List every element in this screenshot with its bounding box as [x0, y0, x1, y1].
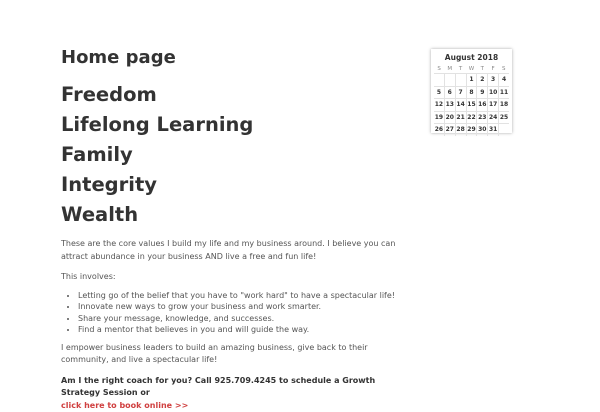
weekday-header: T: [455, 64, 466, 74]
calendar-day: 20: [444, 111, 455, 124]
calendar-day: 23: [477, 111, 488, 124]
empower-paragraph: I empower business leaders to build an amazing business, give back to their community, and live a spectacular life!: [61, 342, 411, 367]
call-to-action: [61, 375, 411, 412]
calendar-day: 29: [466, 124, 477, 136]
calendar-day: 14: [455, 99, 466, 112]
calendar-grid: [434, 64, 509, 136]
list-item: • Letting go of the belief that you have to "work hard" to have a spectacular life!: [78, 290, 411, 302]
calendar-day: 2: [477, 74, 488, 87]
book-online-link[interactable]: click here to book online >>: [61, 400, 411, 412]
page-title: Home page: [61, 46, 411, 70]
main-content: [61, 46, 411, 412]
calendar-day: 16: [477, 99, 488, 112]
calendar-week: [434, 124, 509, 136]
list-item: • Innovate new ways to grow your business and work smarter.: [78, 301, 411, 313]
calendar-day: 5: [434, 86, 444, 99]
weekday-header: W: [466, 64, 477, 74]
calendar-day: 9: [477, 86, 488, 99]
core-value-heading: Lifelong Learning: [61, 110, 411, 140]
core-value-heading: Family: [61, 140, 411, 170]
core-values-list: [61, 80, 411, 230]
calendar-day: 6: [444, 86, 455, 99]
calendar-day: [434, 74, 444, 87]
calendar-day: 11: [499, 86, 509, 99]
calendar-week: [434, 86, 509, 99]
calendar-day: 13: [444, 99, 455, 112]
calendar-day: 22: [466, 111, 477, 124]
calendar-day: 25: [499, 111, 509, 124]
calendar-day: 26: [434, 124, 444, 136]
weekday-header: S: [499, 64, 509, 74]
involves-bullet-list: [61, 290, 411, 336]
calendar-widget: [431, 49, 512, 133]
calendar-day: 12: [434, 99, 444, 112]
calendar-day: [499, 124, 509, 136]
weekday-header: M: [444, 64, 455, 74]
calendar-day: 4: [499, 74, 509, 87]
calendar-day: 17: [488, 99, 499, 112]
core-value-heading: Integrity: [61, 170, 411, 200]
calendar-day: 8: [466, 86, 477, 99]
list-item: • Find a mentor that believes in you and will guide the way.: [78, 324, 411, 336]
cta-text: Am I the right coach for you? Call 925.709.4245 to schedule a Growth Strategy Session or: [61, 376, 375, 398]
weekday-header: S: [434, 64, 444, 74]
list-item: • Share your message, knowledge, and successes.: [78, 313, 411, 325]
calendar-day: 31: [488, 124, 499, 136]
core-value-heading: Wealth: [61, 200, 411, 230]
calendar-day: 19: [434, 111, 444, 124]
core-value-heading: Freedom: [61, 80, 411, 110]
calendar-day: 24: [488, 111, 499, 124]
calendar-week: [434, 74, 509, 87]
calendar-caption: August 2018: [431, 49, 512, 66]
calendar-day: 27: [444, 124, 455, 136]
calendar-day: [455, 74, 466, 87]
calendar-week: [434, 111, 509, 124]
calendar-day: 15: [466, 99, 477, 112]
intro-paragraph: These are the core values I build my life and my business around. I believe you can attract abundance in your business AND live a free and fun life!: [61, 238, 411, 263]
calendar-day: 18: [499, 99, 509, 112]
calendar-day: 10: [488, 86, 499, 99]
calendar-day: 1: [466, 74, 477, 87]
calendar-day: 30: [477, 124, 488, 136]
calendar-day: 7: [455, 86, 466, 99]
calendar-day: 3: [488, 74, 499, 87]
calendar-day: 28: [455, 124, 466, 136]
involves-label: This involves:: [61, 271, 411, 284]
calendar-day: 21: [455, 111, 466, 124]
weekday-header: F: [488, 64, 499, 74]
calendar-day: [444, 74, 455, 87]
weekday-header: T: [477, 64, 488, 74]
calendar-week: [434, 99, 509, 112]
